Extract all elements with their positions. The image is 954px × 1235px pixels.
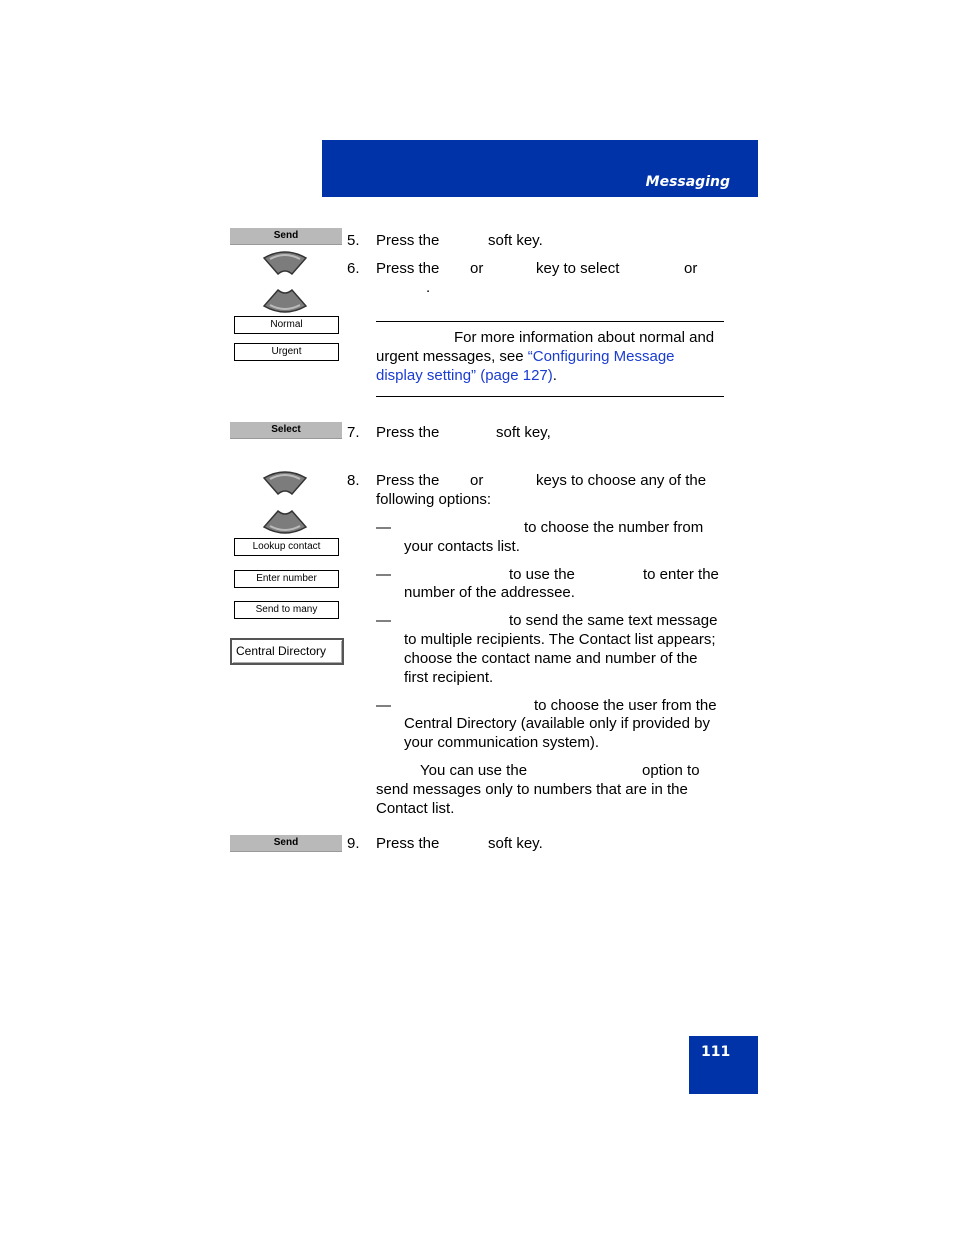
- option-text: your communication system).: [404, 734, 600, 751]
- step-text: soft key.: [488, 232, 543, 249]
- note-rule-top: [376, 321, 724, 322]
- option-text: Central Directory (available only if provided by: [404, 715, 710, 732]
- option-text: to use the: [509, 566, 575, 583]
- note-text: urgent messages, see: [376, 348, 528, 365]
- step-number: 6.: [347, 260, 360, 277]
- note-text-line: [376, 347, 675, 366]
- tip-text: send messages only to numbers that are in the: [376, 781, 688, 798]
- page-number-box: [689, 1036, 758, 1094]
- note-text-line: [376, 366, 557, 385]
- enter-number-label: Enter number: [234, 570, 339, 588]
- header-bar: [322, 140, 758, 197]
- option-dash: —: [376, 566, 391, 583]
- step-text: Press the: [376, 260, 440, 277]
- option-text: to choose the user from the: [534, 697, 717, 714]
- step-number: 5.: [347, 232, 360, 249]
- option-text: first recipient.: [404, 669, 494, 686]
- page-number: 111: [701, 1044, 731, 1060]
- step-text: keys to choose any of the: [536, 472, 707, 489]
- nav-down-key-icon: [262, 507, 308, 537]
- lookup-contact-label: Lookup contact: [234, 538, 339, 556]
- option-dash: —: [376, 612, 391, 629]
- note-text: For more information about normal and: [454, 329, 715, 346]
- select-softkey: Select: [230, 422, 342, 439]
- note-rule-bottom: [376, 396, 724, 397]
- step-text: Press the: [376, 835, 440, 852]
- urgent-label: Urgent: [234, 343, 339, 361]
- step-text: or: [470, 472, 484, 489]
- step-text: .: [426, 279, 431, 296]
- option-text: to choose the number from: [524, 519, 704, 536]
- note-link[interactable]: display setting” (page 127): [376, 367, 553, 384]
- tip-text: option to: [642, 762, 700, 779]
- send-to-many-label: Send to many: [234, 601, 339, 619]
- option-text: to send the same text message: [509, 612, 718, 629]
- nav-up-key-icon: [262, 468, 308, 498]
- send-softkey: Send: [230, 835, 342, 852]
- nav-up-key-icon: [262, 248, 308, 278]
- step-text: Press the: [376, 232, 440, 249]
- central-directory-label: Central Directory: [230, 638, 344, 665]
- step-number: 8.: [347, 472, 360, 489]
- send-softkey: Send: [230, 228, 342, 245]
- tip-text: You can use the: [420, 762, 528, 779]
- nav-down-key-icon: [262, 286, 308, 316]
- step-text: Press the: [376, 424, 440, 441]
- step-text: Press the: [376, 472, 440, 489]
- option-text: to enter the: [643, 566, 719, 583]
- option-text: number of the addressee.: [404, 584, 575, 601]
- step-text: or: [684, 260, 698, 277]
- option-text: choose the contact name and number of the: [404, 650, 698, 667]
- step-text: or: [470, 260, 484, 277]
- note-link[interactable]: “Configuring Message: [527, 348, 675, 365]
- option-dash: —: [376, 519, 391, 536]
- step-number: 9.: [347, 835, 360, 852]
- option-text: to multiple recipients. The Contact list appears;: [404, 631, 716, 648]
- step-text: key to select: [536, 260, 620, 277]
- step-text: soft key.: [488, 835, 543, 852]
- normal-label: Normal: [234, 316, 339, 334]
- step-number: 7.: [347, 424, 360, 441]
- option-text: your contacts list.: [404, 538, 520, 555]
- note-text: .: [552, 367, 557, 384]
- option-dash: —: [376, 697, 391, 714]
- step-text: soft key,: [496, 424, 551, 441]
- tip-text: Contact list.: [376, 800, 455, 817]
- step-text: following options:: [376, 491, 492, 508]
- header-title: Messaging: [645, 174, 730, 190]
